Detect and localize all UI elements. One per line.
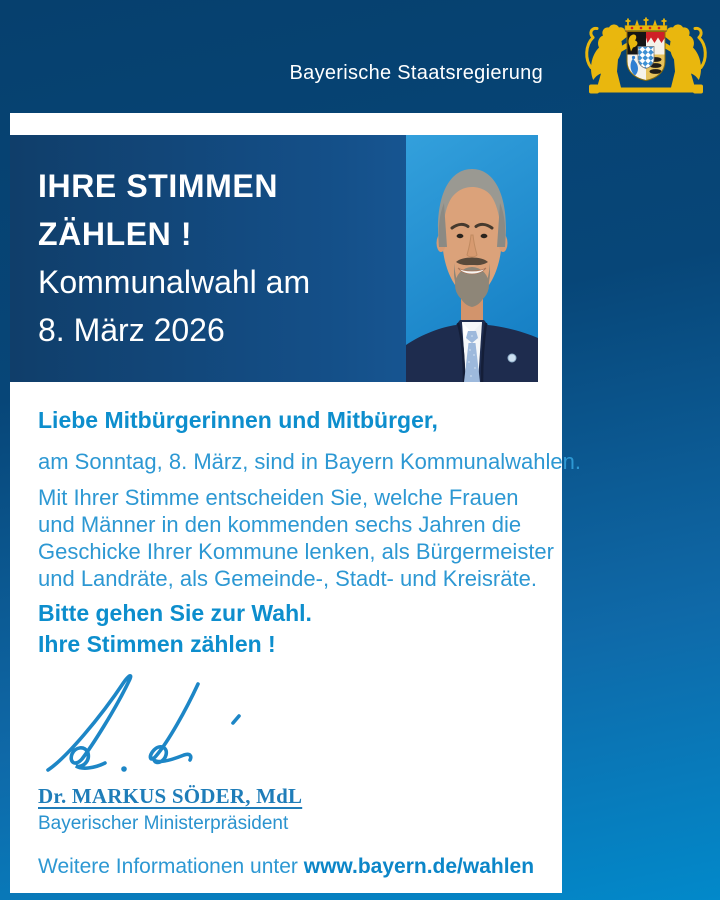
body-copy [38, 405, 581, 660]
markus-soeder-portrait [406, 135, 538, 382]
body-paragraph-line-1: Mit Ihrer Stimme entscheiden Sie, welche Frauen [38, 485, 519, 510]
footer-info [38, 855, 534, 879]
body-paragraph-line-2: und Männer in den kommenden sechs Jahren die [38, 512, 522, 537]
body-paragraph-line-4: und Landräte, als Gemeinde-, Stadt- und Kreisräte. [38, 566, 537, 591]
hero-title-line-2: ZÄHLEN ! [38, 216, 193, 252]
cta-line-2: Ihre Stimmen zählen ! [38, 631, 276, 657]
hero-title-line-1: IHRE STIMMEN [38, 168, 279, 204]
hero-text [38, 162, 310, 354]
footer-prefix: Weitere Informationen unter [38, 855, 304, 878]
body-greeting: Liebe Mitbürgerinnen und Mitbürger, [38, 407, 438, 433]
brand-text: Bayerische Staatsregierung [289, 62, 543, 84]
signatory-name: Dr. MARKUS SÖDER, MdL [38, 784, 303, 808]
body-paragraph-line-3: Geschicke Ihrer Kommune lenken, als Bürgermeister [38, 539, 554, 564]
info-card [10, 113, 581, 893]
bavaria-coat-of-arms-icon [583, 15, 709, 98]
hero-subtitle-line-1: Kommunalwahl am [38, 264, 311, 300]
body-intro: am Sonntag, 8. März, sind in Bayern Kommunalwahlen. [38, 449, 581, 474]
footer-link[interactable]: www.bayern.de/wahlen [303, 855, 535, 878]
signatory-role: Bayerischer Ministerpräsident [38, 813, 289, 834]
hero-panel [10, 135, 538, 382]
cta-line-1: Bitte gehen Sie zur Wahl. [38, 600, 312, 626]
soeder-signature [40, 665, 252, 779]
hero-subtitle-line-2: 8. März 2026 [38, 312, 225, 348]
